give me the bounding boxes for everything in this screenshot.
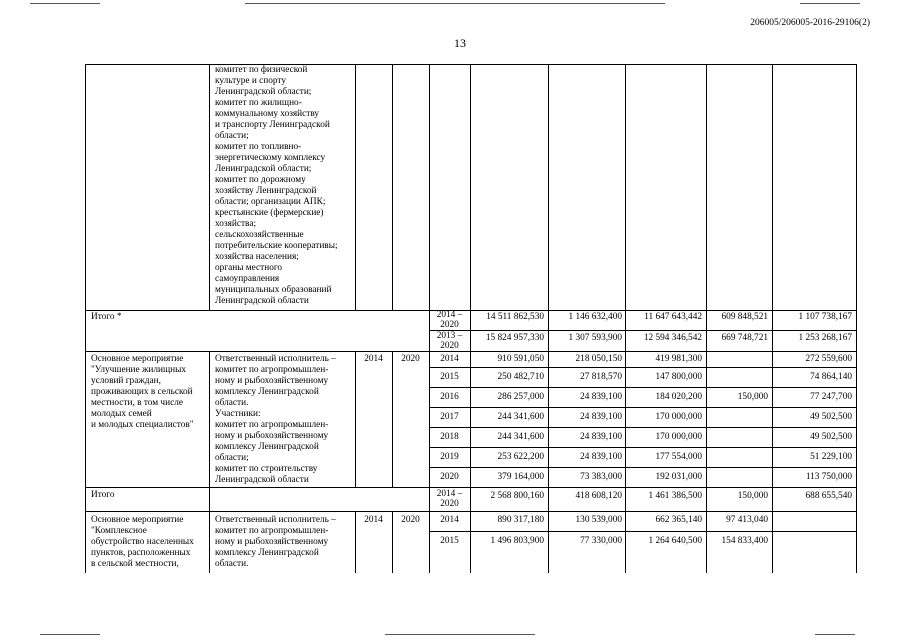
total-label: Итого bbox=[91, 490, 115, 500]
row-rule bbox=[429, 330, 856, 331]
executors-line: области; bbox=[215, 131, 249, 141]
executors-line: энергетическому комплексу bbox=[215, 153, 326, 163]
year-cell: 2014 bbox=[440, 354, 459, 364]
executor-line: области; bbox=[215, 453, 249, 463]
measure-title-line: обустройство населенных bbox=[91, 537, 194, 547]
executors-line: хозяйства; bbox=[215, 219, 257, 229]
row-rule bbox=[86, 351, 856, 352]
amount-regional: 1 264 640,500 bbox=[648, 536, 702, 546]
amount-total: 1 496 803,900 bbox=[490, 536, 544, 546]
amount-federal: 130 539,000 bbox=[575, 515, 622, 525]
amount-other: 77 247,700 bbox=[810, 392, 852, 402]
year-cell: 2020 bbox=[440, 472, 459, 482]
period-cell: 2020 bbox=[440, 499, 459, 509]
measure-title-line: пунктов, расположенных bbox=[91, 548, 191, 558]
amount-other: 272 559,600 bbox=[805, 354, 852, 364]
year-cell: 2019 bbox=[440, 452, 459, 462]
executors-line: крестьянские (фермерские) bbox=[215, 208, 324, 218]
amount-other: 1 253 268,167 bbox=[798, 333, 852, 343]
scan-edge-mark bbox=[385, 634, 535, 635]
executor-line: комплексу Ленинградской bbox=[215, 442, 319, 452]
scan-edge-mark bbox=[30, 3, 100, 4]
amount-total: 250 482,710 bbox=[497, 372, 544, 382]
amount-local: 150,000 bbox=[737, 491, 768, 501]
amount-regional: 662 365,140 bbox=[655, 515, 702, 525]
executor-line: комитет по агропромышлен- bbox=[215, 365, 329, 375]
amount-total: 890 317,180 bbox=[497, 515, 544, 525]
budget-table bbox=[85, 64, 857, 573]
amount-federal: 418 608,120 bbox=[575, 491, 622, 501]
executors-line: Ленинградской области bbox=[215, 296, 309, 306]
executor-line: ному и рыбохозяйственному bbox=[215, 376, 329, 386]
row-rule bbox=[429, 427, 856, 428]
year-cell: 2016 bbox=[440, 392, 459, 402]
executor-line: Участники: bbox=[215, 409, 261, 419]
amount-total: 286 257,000 bbox=[497, 392, 544, 402]
amount-regional: 192 031,000 bbox=[655, 472, 702, 482]
executor-line: ному и рыбохозяйственному bbox=[215, 431, 329, 441]
end-year: 2020 bbox=[401, 515, 420, 525]
column-rule bbox=[392, 65, 393, 310]
executors-line: хозяйству Ленинградской bbox=[215, 186, 317, 196]
amount-regional: 11 647 643,442 bbox=[644, 312, 702, 322]
executor-line: комитет по агропромышлен- bbox=[215, 420, 329, 430]
amount-total: 910 591,050 bbox=[497, 354, 544, 364]
end-year: 2020 bbox=[401, 354, 420, 364]
measure-title-line: Основное мероприятие bbox=[91, 515, 184, 525]
executors-line: коммунальному хозяйству bbox=[215, 109, 320, 119]
row-rule bbox=[429, 387, 856, 388]
executor-line: комплексу Ленинградской bbox=[215, 548, 319, 558]
amount-regional: 170 000,000 bbox=[655, 432, 702, 442]
amount-federal: 24 839,100 bbox=[580, 452, 622, 462]
column-rule bbox=[355, 351, 356, 487]
executors-line: культуре и спорту bbox=[215, 76, 287, 86]
scan-edge-mark bbox=[815, 634, 855, 635]
executor-line: области. bbox=[215, 559, 249, 569]
executors-line: муниципальных образований bbox=[215, 285, 332, 295]
amount-regional: 12 594 346,542 bbox=[643, 333, 702, 343]
column-rule bbox=[209, 65, 210, 310]
amount-regional: 184 020,200 bbox=[655, 392, 702, 402]
start-year: 2014 bbox=[364, 354, 383, 364]
scan-edge-mark bbox=[245, 3, 665, 4]
year-cell: 2015 bbox=[440, 536, 459, 546]
column-rule bbox=[209, 351, 210, 573]
measure-title-line: "Улучшение жилищных bbox=[91, 365, 187, 375]
period-cell: 2013 – bbox=[436, 331, 463, 341]
executors-line: самоуправления bbox=[215, 274, 280, 284]
amount-regional: 170 000,000 bbox=[655, 412, 702, 422]
executor-line: области. bbox=[215, 398, 249, 408]
measure-title-line: молодых семей bbox=[91, 409, 152, 419]
executor-line: ному и рыбохозяйственному bbox=[215, 537, 329, 547]
amount-federal: 218 050,150 bbox=[575, 354, 622, 364]
executor-line: Ответственный исполнитель – bbox=[215, 515, 336, 525]
executor-line: Ответственный исполнитель – bbox=[215, 354, 336, 364]
row-rule bbox=[86, 310, 856, 311]
column-rule bbox=[355, 65, 356, 310]
amount-local: 609 848,521 bbox=[721, 312, 768, 322]
executors-line: области; организации АПК; bbox=[215, 197, 326, 207]
executors-line: и транспорту Ленинградской bbox=[215, 120, 330, 130]
amount-other: 113 750,000 bbox=[805, 472, 852, 482]
amount-federal: 24 839,100 bbox=[580, 392, 622, 402]
amount-other: 49 502,500 bbox=[810, 412, 852, 422]
row-rule bbox=[429, 447, 856, 448]
total-label: Итого * bbox=[91, 312, 122, 322]
row-rule bbox=[86, 511, 856, 512]
year-cell: 2014 bbox=[440, 515, 459, 525]
amount-other: 74 864,140 bbox=[810, 372, 852, 382]
executors-line: хозяйства населения; bbox=[215, 252, 299, 262]
executor-line: комитет по строительству bbox=[215, 464, 318, 474]
page-number: 13 bbox=[454, 36, 466, 50]
row-rule bbox=[86, 487, 856, 488]
executors-line: органы местного bbox=[215, 263, 283, 273]
executors-line: сельскохозяйственные bbox=[215, 230, 304, 240]
amount-other: 51 229,100 bbox=[810, 452, 852, 462]
measure-title-line: в сельской местности, bbox=[91, 559, 179, 569]
executors-line: комитет по физической bbox=[215, 65, 308, 75]
amount-local: 97 413,040 bbox=[726, 515, 768, 525]
amount-federal: 1 146 632,400 bbox=[568, 312, 622, 322]
row-rule bbox=[429, 531, 856, 532]
scan-edge-mark bbox=[800, 3, 860, 4]
amount-total: 244 341,600 bbox=[497, 432, 544, 442]
column-rule bbox=[392, 351, 393, 487]
executors-line: комитет по топливно- bbox=[215, 142, 302, 152]
amount-federal: 24 839,100 bbox=[580, 412, 622, 422]
year-cell: 2015 bbox=[440, 372, 459, 382]
amount-regional: 419 981,300 bbox=[655, 354, 702, 364]
measure-title-line: и молодых специалистов" bbox=[91, 420, 194, 430]
amount-regional: 177 554,000 bbox=[655, 452, 702, 462]
amount-regional: 147 800,000 bbox=[655, 372, 702, 382]
row-rule bbox=[429, 407, 856, 408]
amount-local: 154 833,400 bbox=[721, 536, 768, 546]
executors-line: комитет по жилищно- bbox=[215, 98, 302, 108]
executors-line: потребительские кооперативы; bbox=[215, 241, 338, 251]
amount-total: 15 824 957,330 bbox=[485, 333, 544, 343]
amount-total: 379 164,000 bbox=[497, 472, 544, 482]
year-cell: 2018 bbox=[440, 432, 459, 442]
amount-federal: 27 818,570 bbox=[580, 372, 622, 382]
amount-total: 253 622,200 bbox=[497, 452, 544, 462]
executor-line: комитет по агропромышлен- bbox=[215, 526, 329, 536]
measure-title-line: условий граждан, bbox=[91, 376, 161, 386]
executor-line: комплексу Ленинградской bbox=[215, 387, 319, 397]
amount-other: 688 655,540 bbox=[805, 491, 852, 501]
amount-federal: 24 839,100 bbox=[580, 432, 622, 442]
executors-line: Ленинградской области; bbox=[215, 87, 312, 97]
amount-regional: 1 461 386,500 bbox=[648, 491, 702, 501]
row-rule bbox=[429, 367, 856, 368]
amount-other: 1 107 738,167 bbox=[798, 312, 852, 322]
amount-total: 244 341,600 bbox=[497, 412, 544, 422]
row-rule bbox=[429, 467, 856, 468]
amount-total: 2 568 800,160 bbox=[490, 491, 544, 501]
measure-title-line: местности, в том числе bbox=[91, 398, 183, 408]
amount-local: 150,000 bbox=[737, 392, 768, 402]
period-cell: 2020 bbox=[440, 320, 459, 330]
executors-line: комитет по дорожному bbox=[215, 175, 306, 185]
amount-total: 14 511 862,530 bbox=[486, 312, 544, 322]
start-year: 2014 bbox=[364, 515, 383, 525]
amount-federal: 77 330,000 bbox=[580, 536, 622, 546]
measure-title-line: проживающих в сельской bbox=[91, 387, 193, 397]
amount-local: 669 748,721 bbox=[721, 333, 768, 343]
amount-federal: 1 307 593,900 bbox=[568, 333, 622, 343]
period-cell: 2014 – bbox=[436, 310, 463, 320]
scan-edge-mark bbox=[40, 634, 100, 635]
amount-other: 49 502,500 bbox=[810, 432, 852, 442]
document-id: 206005/206005-2016-29106(2) bbox=[750, 18, 870, 28]
year-cell: 2017 bbox=[440, 412, 459, 422]
amount-federal: 73 383,000 bbox=[580, 472, 622, 482]
executors-line: Ленинградской области; bbox=[215, 164, 312, 174]
period-cell: 2020 bbox=[440, 341, 459, 351]
measure-title-line: Основное мероприятие bbox=[91, 354, 184, 364]
measure-title-line: "Комплексное bbox=[91, 526, 147, 536]
period-cell: 2014 – bbox=[436, 489, 463, 499]
executor-line: Ленинградской области bbox=[215, 475, 309, 485]
